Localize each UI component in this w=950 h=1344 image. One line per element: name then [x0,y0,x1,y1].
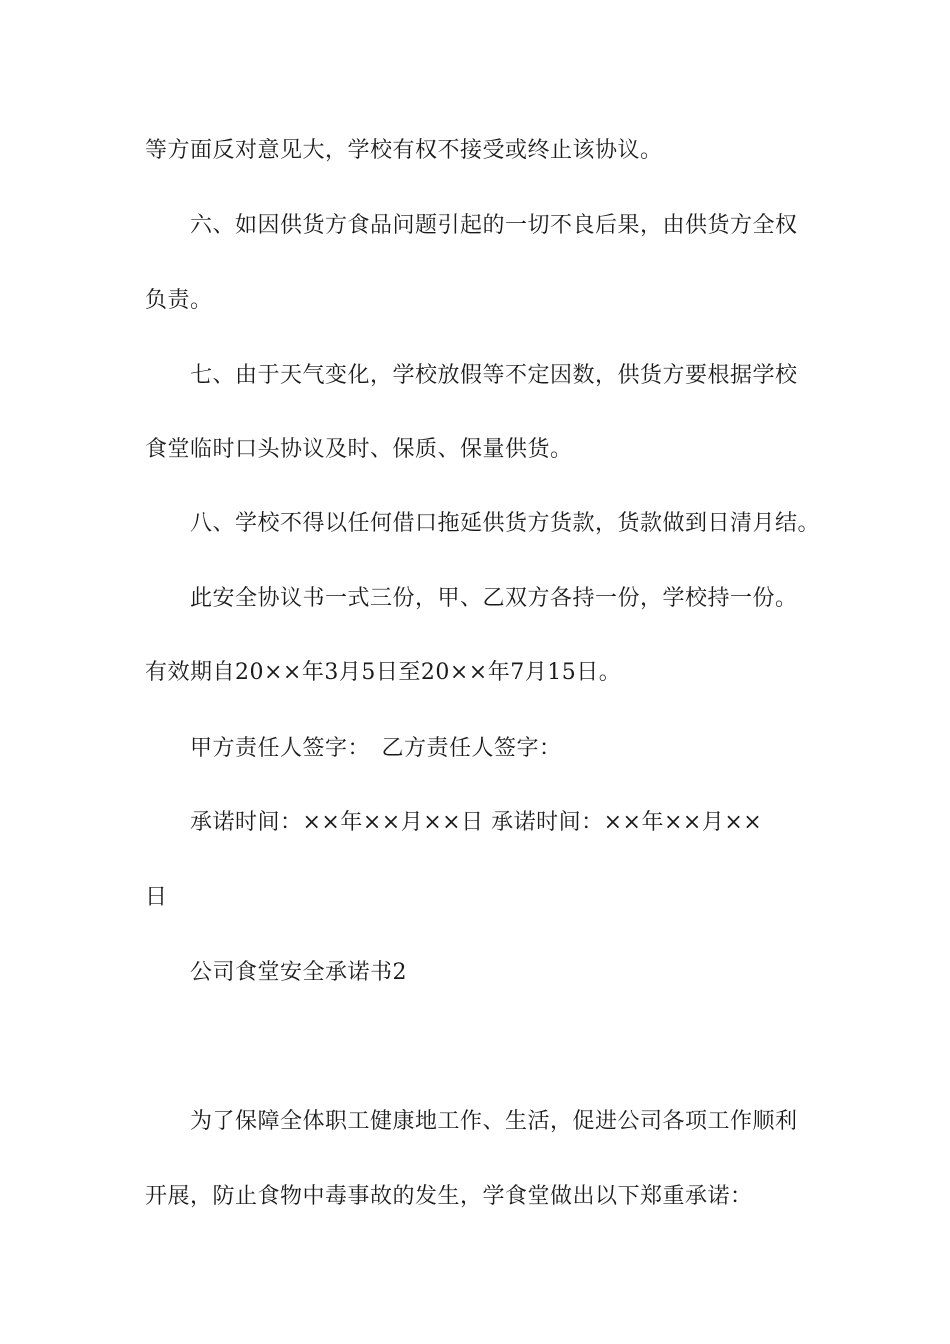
commitment-date-line: 承诺时间：××年××月××日 承诺时间：××年××月×× [190,810,763,835]
paragraph-line: 日 [145,885,168,910]
copies-statement-line: 此安全协议书一式三份，甲、乙双方各持一份，学校持一份。 [190,586,798,611]
signature-line: 甲方责任人签字： 乙方责任人签字： [190,736,562,761]
paragraph-line: 负责。 [145,288,213,313]
clause-eight-line: 八、学校不得以任何借口拖延供货方货款，货款做到日清月结。 [190,511,821,536]
clause-six-line: 六、如因供货方食品问题引起的一切不良后果，由供货方全权 [190,213,798,238]
section-title: 公司食堂安全承诺书2 [190,960,407,985]
paragraph-line: 食堂临时口头协议及时、保质、保量供货。 [145,437,573,462]
paragraph-line: 等方面反对意见大，学校有权不接受或终止该协议。 [145,138,663,163]
intro-paragraph-line: 开展，防止食物中毒事故的发生，学食堂做出以下郑重承诺： [145,1184,753,1209]
validity-period-line: 有效期自20××年3月5日至20××年7月15日。 [145,660,622,685]
intro-paragraph-line: 为了保障全体职工健康地工作、生活，促进公司各项工作顺利 [190,1109,798,1134]
clause-seven-line: 七、由于天气变化，学校放假等不定因数，供货方要根据学校 [190,363,798,388]
